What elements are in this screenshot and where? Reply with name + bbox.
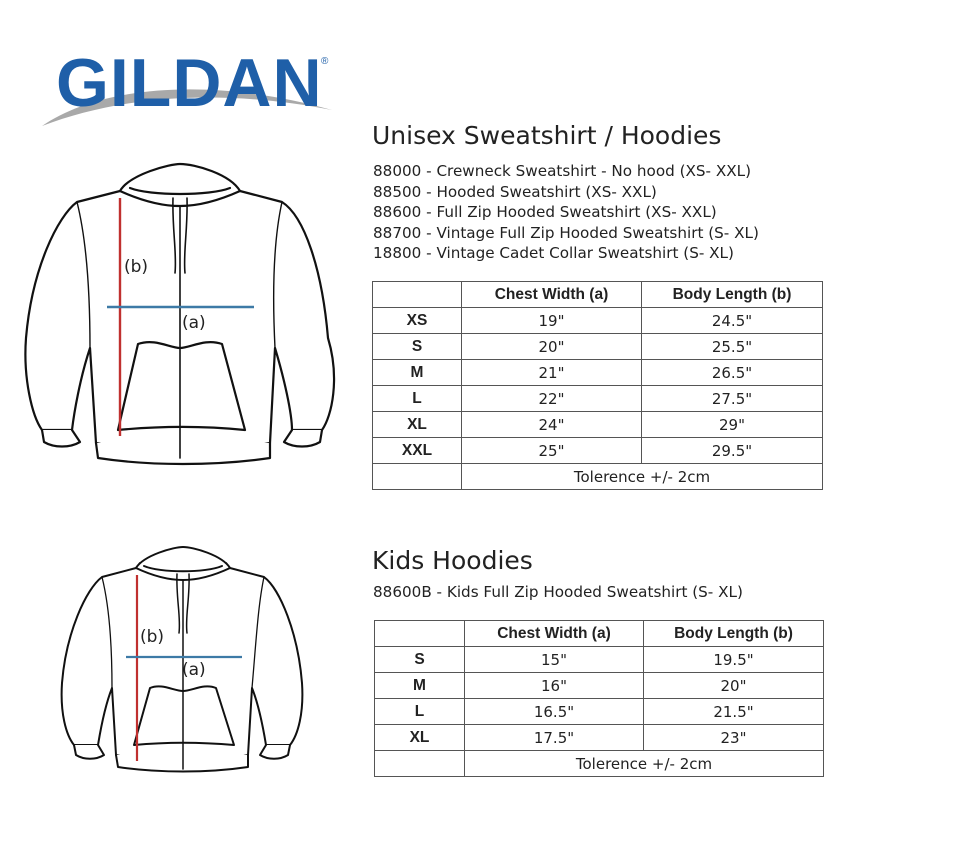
product-item: 18800 - Vintage Cadet Collar Sweatshirt (S- XL) <box>373 244 734 263</box>
length-cell: 25.5" <box>642 334 823 360</box>
tolerance-blank-cell <box>375 751 465 777</box>
table-header-blank <box>375 621 465 647</box>
length-cell: 19.5" <box>644 647 824 673</box>
table-row <box>373 308 823 334</box>
unisex-size-table <box>372 281 823 490</box>
chest-cell: 17.5" <box>465 725 644 751</box>
product-item: 88500 - Hooded Sweatshirt (XS- XXL) <box>373 182 657 201</box>
table-header-chest: Chest Width (a) <box>462 282 642 308</box>
length-cell: 20" <box>644 673 824 699</box>
size-cell: S <box>373 334 462 360</box>
kids-product-list <box>373 582 743 603</box>
length-cell: 26.5" <box>642 360 823 386</box>
chest-cell: 16" <box>465 673 644 699</box>
tolerance-blank-cell <box>373 464 462 490</box>
label-a: (a) <box>182 313 206 333</box>
label-b: (b) <box>124 257 149 277</box>
unisex-product-list <box>373 161 759 264</box>
unisex-title: Unisex Sweatshirt / Hoodies <box>372 121 722 150</box>
size-cell: XXL <box>373 438 462 464</box>
chest-cell: 25" <box>462 438 642 464</box>
product-item: 88600B - Kids Full Zip Hooded Sweatshirt (S- XL) <box>373 583 743 601</box>
kids-size-table <box>374 620 824 777</box>
table-row <box>373 360 823 386</box>
size-cell: XS <box>373 308 462 334</box>
table-row <box>375 699 824 725</box>
table-row <box>375 673 824 699</box>
table-header-length: Body Length (b) <box>642 282 823 308</box>
tolerance-cell: Tolerence +/- 2cm <box>462 464 823 490</box>
length-cell: 23" <box>644 725 824 751</box>
product-item: 88600 - Full Zip Hooded Sweatshirt (XS- XXL) <box>373 203 717 222</box>
table-row <box>375 725 824 751</box>
registered-mark: ® <box>321 56 329 67</box>
table-header-chest: Chest Width (a) <box>465 621 644 647</box>
kids-title: Kids Hoodies <box>372 546 533 575</box>
size-cell: XL <box>375 725 465 751</box>
table-header-blank <box>373 282 462 308</box>
size-cell: XL <box>373 412 462 438</box>
length-cell: 29" <box>642 412 823 438</box>
length-cell: 24.5" <box>642 308 823 334</box>
chest-cell: 15" <box>465 647 644 673</box>
chest-cell: 22" <box>462 386 642 412</box>
label-a: (a) <box>182 660 206 680</box>
chest-cell: 20" <box>462 334 642 360</box>
table-header-length: Body Length (b) <box>644 621 824 647</box>
chest-cell: 24" <box>462 412 642 438</box>
length-cell: 21.5" <box>644 699 824 725</box>
table-row <box>375 647 824 673</box>
size-cell: L <box>373 386 462 412</box>
tolerance-cell: Tolerence +/- 2cm <box>465 751 824 777</box>
table-header-row <box>375 621 824 647</box>
length-cell: 27.5" <box>642 386 823 412</box>
table-row <box>373 412 823 438</box>
gildan-logo <box>40 45 340 121</box>
table-row <box>373 334 823 360</box>
length-cell: 29.5" <box>642 438 823 464</box>
table-row <box>373 386 823 412</box>
size-cell: M <box>373 360 462 386</box>
kids-hoodie-diagram <box>58 543 308 775</box>
unisex-hoodie-diagram <box>20 158 340 468</box>
size-cell: L <box>375 699 465 725</box>
logo-text: GILDAN <box>56 45 323 121</box>
size-cell: S <box>375 647 465 673</box>
label-b: (b) <box>140 627 165 647</box>
table-header-row <box>373 282 823 308</box>
chest-cell: 16.5" <box>465 699 644 725</box>
table-tolerance-row <box>375 751 824 777</box>
product-item: 88700 - Vintage Full Zip Hooded Sweatshirt (S- XL) <box>373 223 759 242</box>
product-item: 88000 - Crewneck Sweatshirt - No hood (XS- XXL) <box>373 162 752 180</box>
table-row <box>373 438 823 464</box>
chest-cell: 21" <box>462 360 642 386</box>
table-tolerance-row <box>373 464 823 490</box>
chest-cell: 19" <box>462 308 642 334</box>
size-cell: M <box>375 673 465 699</box>
